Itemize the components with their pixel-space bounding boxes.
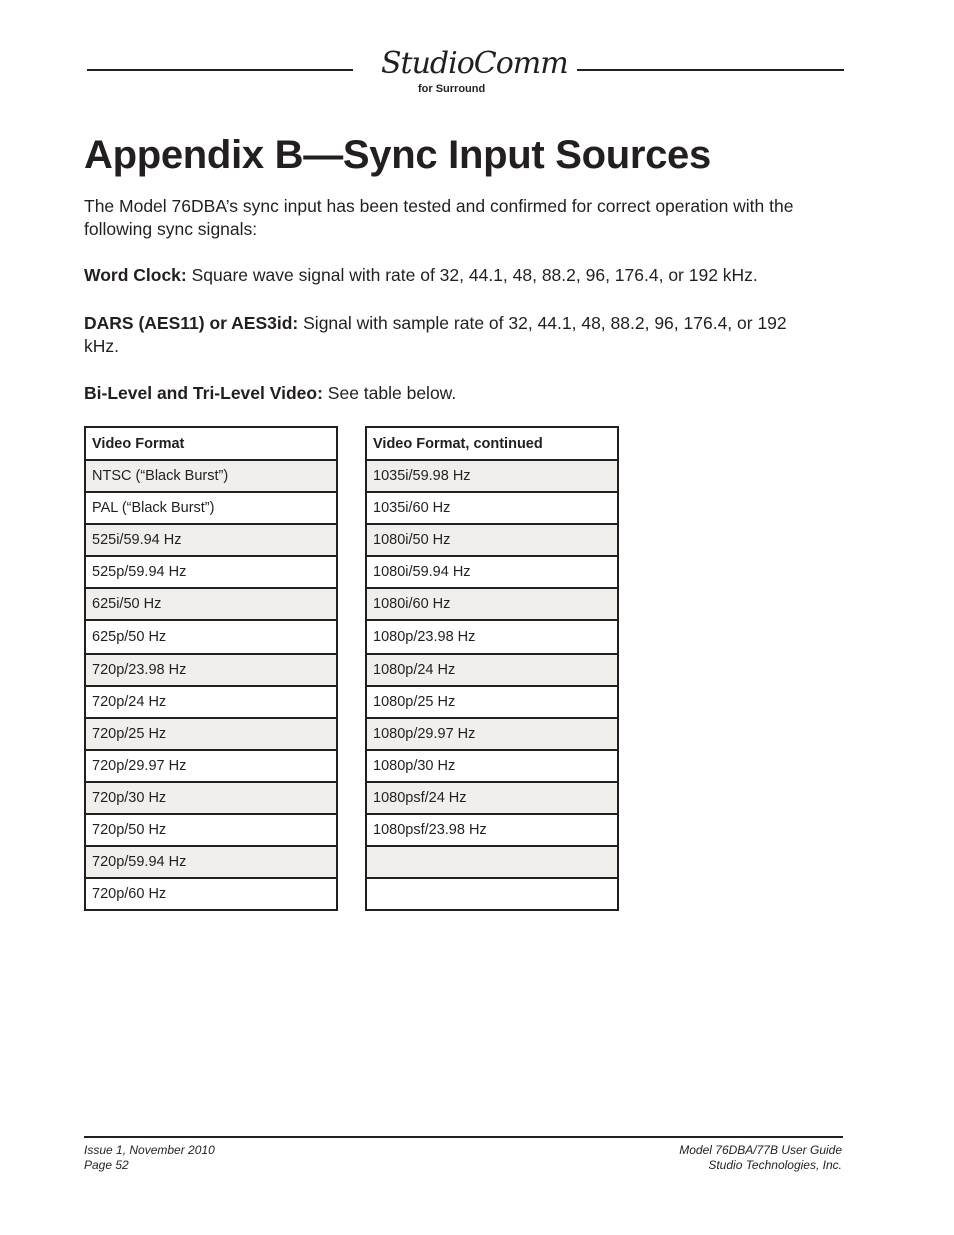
table-cell: 1080p/25 Hz (366, 686, 618, 718)
intro-paragraph: The Model 76DBA’s sync input has been tested and confirmed for correct operation with the following sync signals: (84, 196, 794, 239)
table-cell: 1080i/50 Hz (366, 524, 618, 556)
table-cell: 525p/59.94 Hz (85, 556, 337, 588)
table-cell: 625p/50 Hz (85, 620, 337, 654)
item-text: See table below. (322, 383, 457, 403)
dars-paragraph (84, 312, 824, 358)
footer-guide-title: Model 76DBA/77B User Guide (679, 1143, 842, 1157)
item-text: Signal with sample rate of 32, 44.1, 48, 88.2, 96, 176.4, or 192 kHz. (84, 313, 787, 356)
table-cell: 1080i/59.94 Hz (366, 556, 618, 588)
table-header: Video Format, continued (366, 427, 618, 460)
word-clock-paragraph (84, 264, 824, 287)
table-cell: 1080psf/24 Hz (366, 782, 618, 814)
table-cell-empty (366, 878, 618, 910)
footer-rule (84, 1136, 843, 1138)
table-cell: 1080psf/23.98 Hz (366, 814, 618, 846)
video-paragraph (84, 382, 824, 405)
table-cell: 1080p/23.98 Hz (366, 620, 618, 654)
table-cell: 1080p/29.97 Hz (366, 718, 618, 750)
studiocomm-logo (375, 46, 568, 98)
table-cell: 625i/50 Hz (85, 588, 337, 620)
header-rule-right (577, 69, 844, 71)
table-cell: NTSC (“Black Burst”) (85, 460, 337, 492)
footer-company: Studio Technologies, Inc. (708, 1158, 842, 1172)
table-cell: 1035i/60 Hz (366, 492, 618, 524)
video-format-continued-table (365, 426, 619, 911)
table-cell: 1080p/24 Hz (366, 654, 618, 686)
item-label: Word Clock: (84, 265, 187, 285)
table-cell: PAL (“Black Burst”) (85, 492, 337, 524)
table-cell: 720p/59.94 Hz (85, 846, 337, 878)
table-cell: 720p/50 Hz (85, 814, 337, 846)
table-cell: 720p/24 Hz (85, 686, 337, 718)
table-header: Video Format (85, 427, 337, 460)
item-label: DARS (AES11) or AES3id: (84, 313, 299, 333)
item-label: Bi-Level and Tri-Level Video: (84, 383, 323, 403)
table-cell: 720p/30 Hz (85, 782, 337, 814)
table-cell: 1035i/59.98 Hz (366, 460, 618, 492)
table-cell: 1080p/30 Hz (366, 750, 618, 782)
table-cell: 720p/25 Hz (85, 718, 337, 750)
page-title: Appendix B—Sync Input Sources (84, 133, 711, 177)
footer-page-number: Page 52 (84, 1158, 129, 1172)
logo-subtitle: for Surround (418, 83, 486, 95)
logo-script: StudioComm (381, 46, 568, 81)
header-rule-left (87, 69, 353, 71)
video-format-table (84, 426, 338, 911)
footer-issue: Issue 1, November 2010 (84, 1143, 215, 1157)
table-cell: 525i/59.94 Hz (85, 524, 337, 556)
table-cell: 720p/23.98 Hz (85, 654, 337, 686)
table-cell: 720p/29.97 Hz (85, 750, 337, 782)
table-cell: 720p/60 Hz (85, 878, 337, 910)
table-cell-empty (366, 846, 618, 878)
item-text: Square wave signal with rate of 32, 44.1, 48, 88.2, 96, 176.4, or 192 kHz. (186, 265, 758, 285)
table-cell: 1080i/60 Hz (366, 588, 618, 620)
